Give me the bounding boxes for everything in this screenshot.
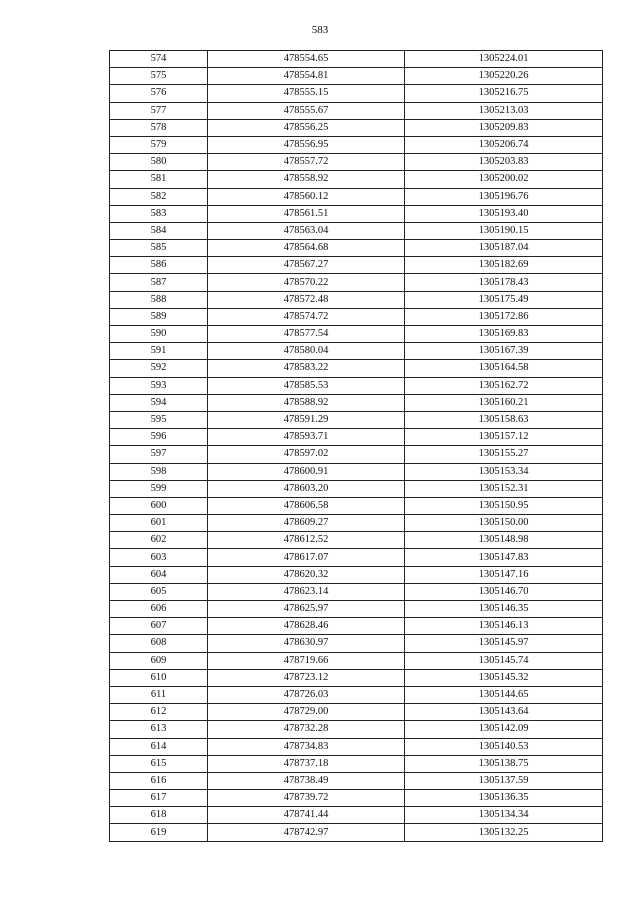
x-coordinate-cell: 478628.46 <box>208 618 405 635</box>
table-row <box>110 463 603 480</box>
y-coordinate-cell: 1305143.64 <box>405 704 603 721</box>
table-row <box>110 154 603 171</box>
x-coordinate-cell: 478739.72 <box>208 790 405 807</box>
point-number-cell: 575 <box>110 68 208 85</box>
y-coordinate-cell: 1305146.70 <box>405 583 603 600</box>
x-coordinate-cell: 478555.15 <box>208 85 405 102</box>
y-coordinate-cell: 1305178.43 <box>405 274 603 291</box>
x-coordinate-cell: 478557.72 <box>208 154 405 171</box>
y-coordinate-cell: 1305132.25 <box>405 824 603 841</box>
y-coordinate-cell: 1305147.83 <box>405 549 603 566</box>
point-number-cell: 577 <box>110 102 208 119</box>
table-row <box>110 343 603 360</box>
x-coordinate-cell: 478623.14 <box>208 583 405 600</box>
x-coordinate-cell: 478737.18 <box>208 755 405 772</box>
y-coordinate-cell: 1305158.63 <box>405 411 603 428</box>
x-coordinate-cell: 478558.92 <box>208 171 405 188</box>
x-coordinate-cell: 478593.71 <box>208 429 405 446</box>
y-coordinate-cell: 1305155.27 <box>405 446 603 463</box>
x-coordinate-cell: 478585.53 <box>208 377 405 394</box>
point-number-cell: 595 <box>110 411 208 428</box>
y-coordinate-cell: 1305150.00 <box>405 515 603 532</box>
coordinates-table-body <box>110 51 603 842</box>
x-coordinate-cell: 478555.67 <box>208 102 405 119</box>
table-row <box>110 136 603 153</box>
x-coordinate-cell: 478741.44 <box>208 807 405 824</box>
table-row <box>110 240 603 257</box>
table-row <box>110 51 603 68</box>
x-coordinate-cell: 478574.72 <box>208 308 405 325</box>
y-coordinate-cell: 1305200.02 <box>405 171 603 188</box>
table-row <box>110 583 603 600</box>
x-coordinate-cell: 478561.51 <box>208 205 405 222</box>
table-row <box>110 755 603 772</box>
point-number-cell: 587 <box>110 274 208 291</box>
table-row <box>110 326 603 343</box>
x-coordinate-cell: 478620.32 <box>208 566 405 583</box>
table-row <box>110 68 603 85</box>
x-coordinate-cell: 478591.29 <box>208 411 405 428</box>
y-coordinate-cell: 1305150.95 <box>405 497 603 514</box>
x-coordinate-cell: 478732.28 <box>208 721 405 738</box>
point-number-cell: 578 <box>110 119 208 136</box>
x-coordinate-cell: 478742.97 <box>208 824 405 841</box>
table-row <box>110 515 603 532</box>
x-coordinate-cell: 478734.83 <box>208 738 405 755</box>
point-number-cell: 609 <box>110 652 208 669</box>
y-coordinate-cell: 1305162.72 <box>405 377 603 394</box>
table-row <box>110 171 603 188</box>
point-number-cell: 619 <box>110 824 208 841</box>
y-coordinate-cell: 1305145.97 <box>405 635 603 652</box>
x-coordinate-cell: 478554.81 <box>208 68 405 85</box>
y-coordinate-cell: 1305196.76 <box>405 188 603 205</box>
y-coordinate-cell: 1305206.74 <box>405 136 603 153</box>
page-number: 583 <box>311 24 329 36</box>
table-row <box>110 429 603 446</box>
y-coordinate-cell: 1305134.34 <box>405 807 603 824</box>
table-row <box>110 291 603 308</box>
point-number-cell: 574 <box>110 51 208 68</box>
table-row <box>110 652 603 669</box>
table-row <box>110 446 603 463</box>
y-coordinate-cell: 1305182.69 <box>405 257 603 274</box>
y-coordinate-cell: 1305187.04 <box>405 240 603 257</box>
table-row <box>110 532 603 549</box>
x-coordinate-cell: 478617.07 <box>208 549 405 566</box>
x-coordinate-cell: 478588.92 <box>208 394 405 411</box>
y-coordinate-cell: 1305209.83 <box>405 119 603 136</box>
point-number-cell: 607 <box>110 618 208 635</box>
table-row <box>110 669 603 686</box>
x-coordinate-cell: 478603.20 <box>208 480 405 497</box>
y-coordinate-cell: 1305190.15 <box>405 222 603 239</box>
point-number-cell: 615 <box>110 755 208 772</box>
y-coordinate-cell: 1305157.12 <box>405 429 603 446</box>
table-row <box>110 618 603 635</box>
point-number-cell: 591 <box>110 343 208 360</box>
table-row <box>110 566 603 583</box>
table-row <box>110 807 603 824</box>
x-coordinate-cell: 478572.48 <box>208 291 405 308</box>
y-coordinate-cell: 1305167.39 <box>405 343 603 360</box>
x-coordinate-cell: 478738.49 <box>208 772 405 789</box>
x-coordinate-cell: 478580.04 <box>208 343 405 360</box>
y-coordinate-cell: 1305203.83 <box>405 154 603 171</box>
x-coordinate-cell: 478597.02 <box>208 446 405 463</box>
point-number-cell: 606 <box>110 601 208 618</box>
x-coordinate-cell: 478726.03 <box>208 686 405 703</box>
y-coordinate-cell: 1305145.74 <box>405 652 603 669</box>
x-coordinate-cell: 478560.12 <box>208 188 405 205</box>
x-coordinate-cell: 478600.91 <box>208 463 405 480</box>
table-row <box>110 497 603 514</box>
point-number-cell: 584 <box>110 222 208 239</box>
y-coordinate-cell: 1305142.09 <box>405 721 603 738</box>
point-number-cell: 602 <box>110 532 208 549</box>
table-row <box>110 394 603 411</box>
y-coordinate-cell: 1305148.98 <box>405 532 603 549</box>
point-number-cell: 576 <box>110 85 208 102</box>
x-coordinate-cell: 478719.66 <box>208 652 405 669</box>
point-number-cell: 612 <box>110 704 208 721</box>
point-number-cell: 611 <box>110 686 208 703</box>
table-row <box>110 308 603 325</box>
y-coordinate-cell: 1305147.16 <box>405 566 603 583</box>
x-coordinate-cell: 478564.68 <box>208 240 405 257</box>
table-row <box>110 274 603 291</box>
x-coordinate-cell: 478606.58 <box>208 497 405 514</box>
table-row <box>110 360 603 377</box>
table-row <box>110 411 603 428</box>
point-number-cell: 600 <box>110 497 208 514</box>
point-number-cell: 579 <box>110 136 208 153</box>
table-row <box>110 704 603 721</box>
y-coordinate-cell: 1305137.59 <box>405 772 603 789</box>
point-number-cell: 604 <box>110 566 208 583</box>
point-number-cell: 599 <box>110 480 208 497</box>
y-coordinate-cell: 1305144.65 <box>405 686 603 703</box>
x-coordinate-cell: 478609.27 <box>208 515 405 532</box>
table-row <box>110 635 603 652</box>
point-number-cell: 613 <box>110 721 208 738</box>
point-number-cell: 589 <box>110 308 208 325</box>
y-coordinate-cell: 1305216.75 <box>405 85 603 102</box>
point-number-cell: 598 <box>110 463 208 480</box>
x-coordinate-cell: 478556.95 <box>208 136 405 153</box>
y-coordinate-cell: 1305169.83 <box>405 326 603 343</box>
y-coordinate-cell: 1305146.13 <box>405 618 603 635</box>
point-number-cell: 603 <box>110 549 208 566</box>
y-coordinate-cell: 1305160.21 <box>405 394 603 411</box>
table-row <box>110 377 603 394</box>
x-coordinate-cell: 478625.97 <box>208 601 405 618</box>
y-coordinate-cell: 1305136.35 <box>405 790 603 807</box>
point-number-cell: 590 <box>110 326 208 343</box>
x-coordinate-cell: 478556.25 <box>208 119 405 136</box>
x-coordinate-cell: 478583.22 <box>208 360 405 377</box>
x-coordinate-cell: 478567.27 <box>208 257 405 274</box>
x-coordinate-cell: 478723.12 <box>208 669 405 686</box>
table-row <box>110 549 603 566</box>
table-row <box>110 205 603 222</box>
point-number-cell: 594 <box>110 394 208 411</box>
point-number-cell: 617 <box>110 790 208 807</box>
x-coordinate-cell: 478630.97 <box>208 635 405 652</box>
table-row <box>110 601 603 618</box>
x-coordinate-cell: 478577.54 <box>208 326 405 343</box>
table-row <box>110 738 603 755</box>
table-row <box>110 721 603 738</box>
point-number-cell: 581 <box>110 171 208 188</box>
point-number-cell: 618 <box>110 807 208 824</box>
y-coordinate-cell: 1305152.31 <box>405 480 603 497</box>
y-coordinate-cell: 1305153.34 <box>405 463 603 480</box>
x-coordinate-cell: 478612.52 <box>208 532 405 549</box>
table-row <box>110 188 603 205</box>
x-coordinate-cell: 478563.04 <box>208 222 405 239</box>
table-row <box>110 480 603 497</box>
point-number-cell: 588 <box>110 291 208 308</box>
point-number-cell: 592 <box>110 360 208 377</box>
y-coordinate-cell: 1305140.53 <box>405 738 603 755</box>
table-row <box>110 686 603 703</box>
point-number-cell: 608 <box>110 635 208 652</box>
point-number-cell: 597 <box>110 446 208 463</box>
table-row <box>110 824 603 841</box>
point-number-cell: 585 <box>110 240 208 257</box>
point-number-cell: 614 <box>110 738 208 755</box>
point-number-cell: 593 <box>110 377 208 394</box>
y-coordinate-cell: 1305224.01 <box>405 51 603 68</box>
point-number-cell: 616 <box>110 772 208 789</box>
point-number-cell: 582 <box>110 188 208 205</box>
table-row <box>110 772 603 789</box>
y-coordinate-cell: 1305164.58 <box>405 360 603 377</box>
x-coordinate-cell: 478554.65 <box>208 51 405 68</box>
y-coordinate-cell: 1305145.32 <box>405 669 603 686</box>
x-coordinate-cell: 478570.22 <box>208 274 405 291</box>
table-row <box>110 119 603 136</box>
y-coordinate-cell: 1305172.86 <box>405 308 603 325</box>
y-coordinate-cell: 1305193.40 <box>405 205 603 222</box>
point-number-cell: 610 <box>110 669 208 686</box>
y-coordinate-cell: 1305213.03 <box>405 102 603 119</box>
point-number-cell: 605 <box>110 583 208 600</box>
table-row <box>110 257 603 274</box>
point-number-cell: 583 <box>110 205 208 222</box>
table-row <box>110 102 603 119</box>
point-number-cell: 580 <box>110 154 208 171</box>
y-coordinate-cell: 1305220.26 <box>405 68 603 85</box>
point-number-cell: 596 <box>110 429 208 446</box>
y-coordinate-cell: 1305175.49 <box>405 291 603 308</box>
coordinates-table <box>109 50 603 842</box>
point-number-cell: 586 <box>110 257 208 274</box>
table-row <box>110 790 603 807</box>
table-row <box>110 222 603 239</box>
point-number-cell: 601 <box>110 515 208 532</box>
y-coordinate-cell: 1305138.75 <box>405 755 603 772</box>
x-coordinate-cell: 478729.00 <box>208 704 405 721</box>
y-coordinate-cell: 1305146.35 <box>405 601 603 618</box>
table-row <box>110 85 603 102</box>
